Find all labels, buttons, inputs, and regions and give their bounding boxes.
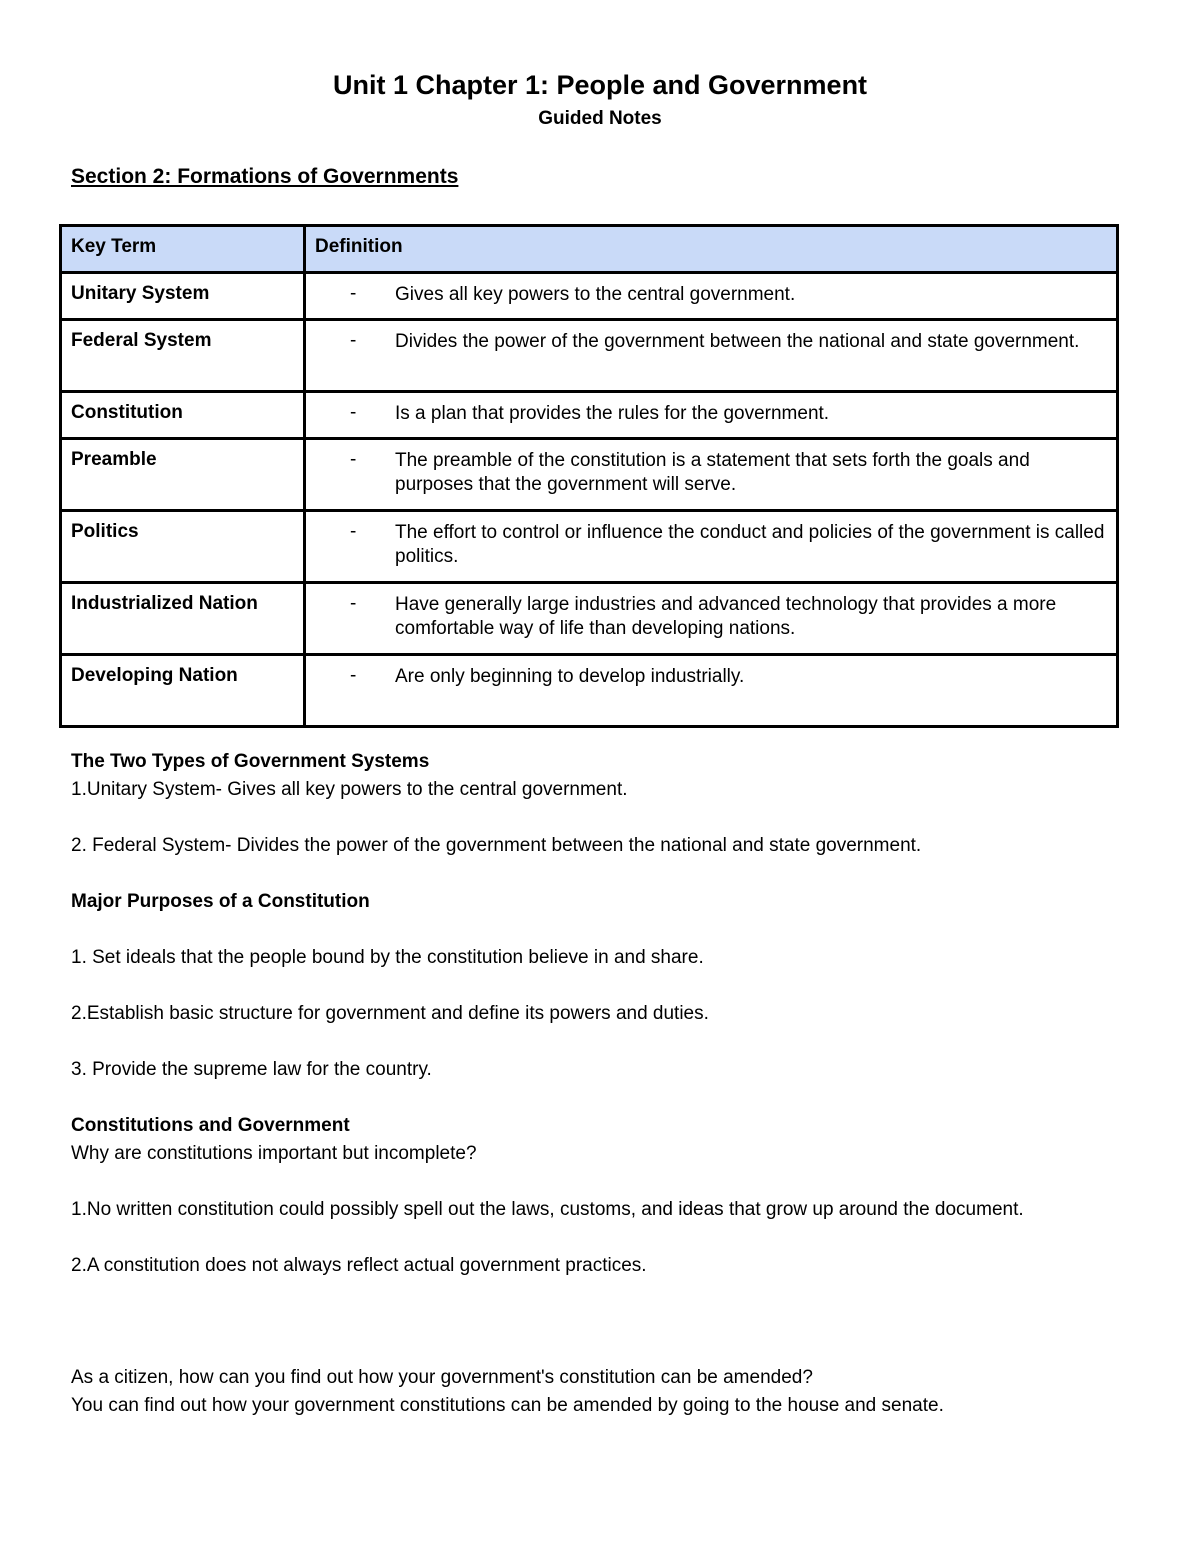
term-cell: Constitution (61, 392, 305, 439)
definition-cell (305, 320, 1118, 392)
table-row (61, 439, 1118, 511)
section-heading: Section 2: Formations of Governments (71, 165, 459, 188)
term-cell: Federal System (61, 320, 305, 392)
page-subtitle: Guided Notes (538, 108, 662, 129)
definition-text: Is a plan that provides the rules for the government. (395, 403, 830, 424)
notes-body (71, 748, 1131, 1420)
definition-cell (305, 511, 1118, 583)
bullet-dash: - (350, 283, 357, 304)
table-header-row (61, 226, 1118, 273)
constitutions-heading: Constitutions and Government (71, 1115, 350, 1136)
list-item: 1.Unitary System- Gives all key powers to the central government. (71, 779, 628, 800)
definition-cell (305, 392, 1118, 439)
table-row (61, 320, 1118, 392)
list-item: 3. Provide the supreme law for the country. (71, 1059, 432, 1080)
definition-text: Divides the power of the government between the national and state government. (395, 331, 1080, 352)
table-row (61, 655, 1118, 727)
list-item: 1. Set ideals that the people bound by the constitution believe in and share. (71, 947, 704, 968)
definition-cell (305, 273, 1118, 320)
header-definition: Definition (305, 226, 1118, 273)
definition-text: Have generally large industries and advanced technology that provides a more comfortable way of life than developing nations. (395, 594, 1057, 639)
list-item: 2.A constitution does not always reflect actual government practices. (71, 1255, 647, 1276)
definition-cell (305, 439, 1118, 511)
term-cell: Industrialized Nation (61, 583, 305, 655)
definition-text: The preamble of the constitution is a statement that sets forth the goals and purposes that the government will serve. (395, 450, 1030, 495)
two-types-heading: The Two Types of Government Systems (71, 751, 430, 772)
definition-cell (305, 655, 1118, 727)
table-row (61, 511, 1118, 583)
citizen-question: As a citizen, how can you find out how your government's constitution can be amended? (71, 1367, 813, 1388)
definition-text: The effort to control or influence the conduct and policies of the government is called politics. (395, 522, 1105, 567)
bullet-dash: - (350, 593, 357, 614)
table-row (61, 583, 1118, 655)
purposes-heading: Major Purposes of a Constitution (71, 891, 370, 912)
bullet-dash: - (350, 330, 357, 351)
term-cell: Developing Nation (61, 655, 305, 727)
bullet-dash: - (350, 449, 357, 470)
definition-text: Are only beginning to develop industrially. (395, 666, 745, 687)
bullet-dash: - (350, 665, 357, 686)
citizen-answer: You can find out how your government constitutions can be amended by going to the house and senate. (71, 1395, 944, 1416)
bullet-dash: - (350, 521, 357, 542)
header-key-term: Key Term (61, 226, 305, 273)
list-item: 1.No written constitution could possibly spell out the laws, customs, and ideas that grow up around the document. (71, 1199, 1024, 1220)
table-row (61, 273, 1118, 320)
term-cell: Politics (61, 511, 305, 583)
bullet-dash: - (350, 402, 357, 423)
page-title: Unit 1 Chapter 1: People and Government (332, 70, 868, 100)
key-terms-table (59, 224, 1119, 728)
definition-text: Gives all key powers to the central government. (395, 284, 796, 305)
list-item: 2. Federal System- Divides the power of the government between the national and state government. (71, 835, 922, 856)
table-row (61, 392, 1118, 439)
list-item: 2.Establish basic structure for government and define its powers and duties. (71, 1003, 709, 1024)
definition-cell (305, 583, 1118, 655)
term-cell: Unitary System (61, 273, 305, 320)
term-cell: Preamble (61, 439, 305, 511)
constitutions-question: Why are constitutions important but incomplete? (71, 1143, 477, 1164)
